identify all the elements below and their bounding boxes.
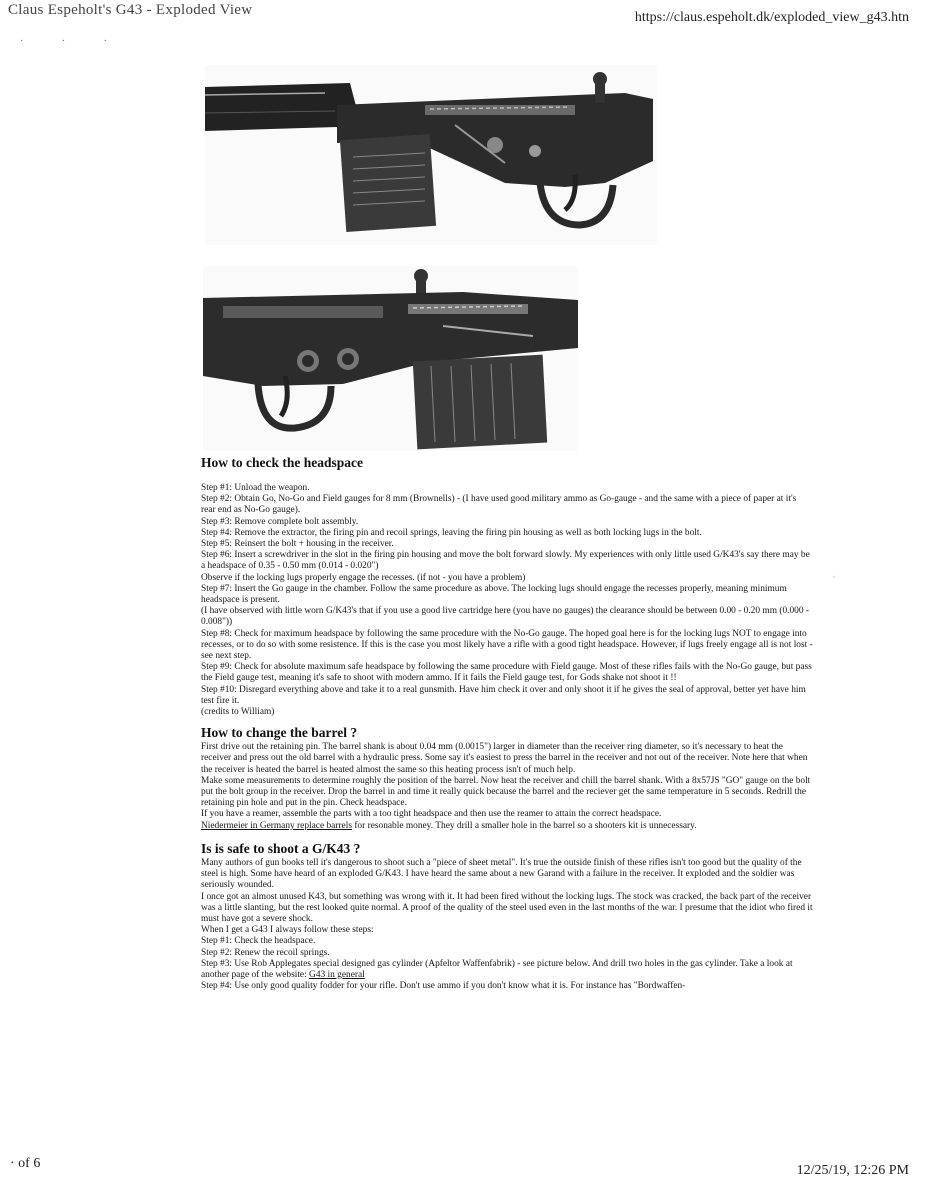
- safe-paragraph: I once got an almost unused K43, but something was wrong with it. It had been fired without the locking lugs. The stock was cracked, the back part of the receiver was a little slanting, but the rest looked quite normal. A proof of the quality of the steel used even in the last months of the war. I presume that the idiot who fired it must have got a severe shock.: [201, 891, 813, 924]
- headspace-line: Step #6: Insert a screwdriver in the slot in the firing pin housing and move the bolt forward slowly. My experiences with only little used G/K43's say there may be a headspace of 0.35 - 0.50 mm (0.014 - 0.020"): [201, 550, 810, 572]
- barrel-paragraph: If you have a reamer, assemble the parts with a too tight headspace and then use the reamer to attain the correct headspace.: [201, 809, 662, 820]
- headspace-line: Step #7: Insert the Go gauge in the chamber. Follow the same procedure as above. The locking lugs should engage the recesses properly, meaning minimum headspace is present.: [201, 583, 787, 606]
- safe-step: Step #4: Use only good quality fodder for your rifle. Don't use ammo if you don't know what it is. For instance has "Bordwaffen-: [201, 981, 686, 992]
- headspace-line: Step #5: Reinsert the bolt + housing in the receiver.: [201, 539, 394, 550]
- barrel-paragraph: First drive out the retaining pin. The barrel shank is about 0.04 mm (0.0015") larger in diameter than the receiver ring diameter, so it's necessary to heat the receiver and press out the old barrel with a hydraulic press. Some say it's easiest to press the barrel in the receiver and not out of the receiver. Note here that when the receiver is heated the barrel is heated almost the same so this heating process isn't of much help.: [201, 742, 808, 775]
- print-header-url: https://claus.espeholt.dk/exploded_view_g43.htn: [634, 10, 909, 25]
- barrel-paragraph: [201, 821, 813, 832]
- headspace-line: Step #10: Disregard everything above and take it to a real gunsmith. Have him check it over and only shoot it if he gives the seal of approval, better yet have him test fire it.: [201, 684, 806, 706]
- headspace-line: (I have observed with little worn G/K43's that if you use a good live cartridge here (you have no gauges) the clearance should be between 0.00 - 0.20 mm (0.000 - 0.008")): [201, 606, 810, 628]
- headspace-line: Step #8: Check for maximum headspace by following the same procedure with the No-Go gauge. The hoped goal here is for the locking lugs NOT to engage into recesses, or to do so with some resistence. If this is the case you most likely have a rifle with a good tight headspace. However, if lugs freely engage all is not lost - see next step.: [201, 628, 813, 662]
- niedermeier-link[interactable]: Niedermeier in Germany replace barrels: [201, 820, 352, 831]
- headspace-line: (credits to William): [201, 707, 275, 718]
- margin-mark: ›: [833, 574, 835, 580]
- scan-specks: · · ·: [20, 36, 125, 47]
- headspace-line: Step #3: Remove complete bolt assembly.: [201, 516, 359, 527]
- rifle-photo-bottom: [203, 266, 578, 451]
- safe-step-text: Step #3: Use Rob Applegates special designed gas cylinder (Apfeltor Waffenfabrik) - see picture below. And drill two holes in the gas cylinder. Take a look at another page of the website:: [201, 958, 793, 980]
- safe-step: [201, 959, 813, 981]
- rifle-receiver-photo-icon: [205, 65, 657, 245]
- headspace-line: Step #4: Remove the extractor, the firing pin and recoil springs, leaving the firing pin housing as well as both locking lugs in the bolt.: [201, 527, 702, 538]
- rifle-photo-top: [205, 65, 657, 245]
- safe-step: Step #2: Renew the recoil springs.: [201, 947, 330, 958]
- safe-paragraph: Many authors of gun books tell it's dangerous to shoot such a "piece of sheet metal". It's true the outside finish of these rifles isn't too good but the quality of the steel is high. Some have heard of an exploded G/K43. I have heard the same about a new Garand with a failure in the receiver. It exploded and the soldier was seriously wounded.: [201, 857, 802, 891]
- barrel-paragraph-rest: for resonable money. They drill a smaller hole in the barrel so a shooters kit is unnecessary.: [351, 820, 697, 831]
- safe-paragraph: When I get a G43 I always follow these steps:: [201, 925, 374, 936]
- page-counter: · of 6: [10, 1156, 41, 1171]
- section-title-barrel: How to change the barrel ?: [201, 725, 358, 741]
- print-datetime: 12/25/19, 12:26 PM: [796, 1163, 909, 1178]
- section-title-headspace: How to check the headspace: [201, 455, 363, 470]
- g43-general-link[interactable]: G43 in general: [309, 969, 365, 980]
- section-title-safe: Is is safe to shoot a G/K43 ?: [201, 840, 361, 856]
- safe-step: Step #1: Check the headspace.: [201, 936, 316, 947]
- headspace-line: Step #1: Unload the weapon.: [201, 483, 310, 493]
- rifle-receiver-photo-icon: [203, 266, 578, 451]
- article-body: [201, 455, 813, 992]
- headspace-line: Step #9: Check for absolute maximum safe headspace by following the same procedure with Field gauge. Most of these rifles fails with the No-Go gauge, but pass the Field gauge test, meaning it's safe to shoot with modern ammo. If it fails the Field gauge test, for Gods shake not shoot it !!: [201, 662, 812, 684]
- print-header-title: Claus Espeholt's G43 - Exploded View: [8, 2, 253, 18]
- barrel-paragraph: Make some measurements to determine roughly the position of the barrel. Now heat the receiver and chill the barrel shank. With a 8x57JS "GO" gauge on the bolt put the bolt group in the receiver. Drop the barrel in and time it really quick because the barrel and the reciever get the same temperature in 5 seconds. Redrill the retaining pin hole and put in the pin. Check headspace.: [201, 775, 811, 809]
- headspace-line: Observe if the locking lugs properly engage the recesses. (if not - you have a problem): [201, 572, 526, 583]
- headspace-line: Step #2: Obtain Go, No-Go and Field gauges for 8 mm (Brownells) - (I have used good military ammo as Go-gauge - and the same with a piece of paper at it's rear end as No-Go gauge).: [201, 494, 797, 516]
